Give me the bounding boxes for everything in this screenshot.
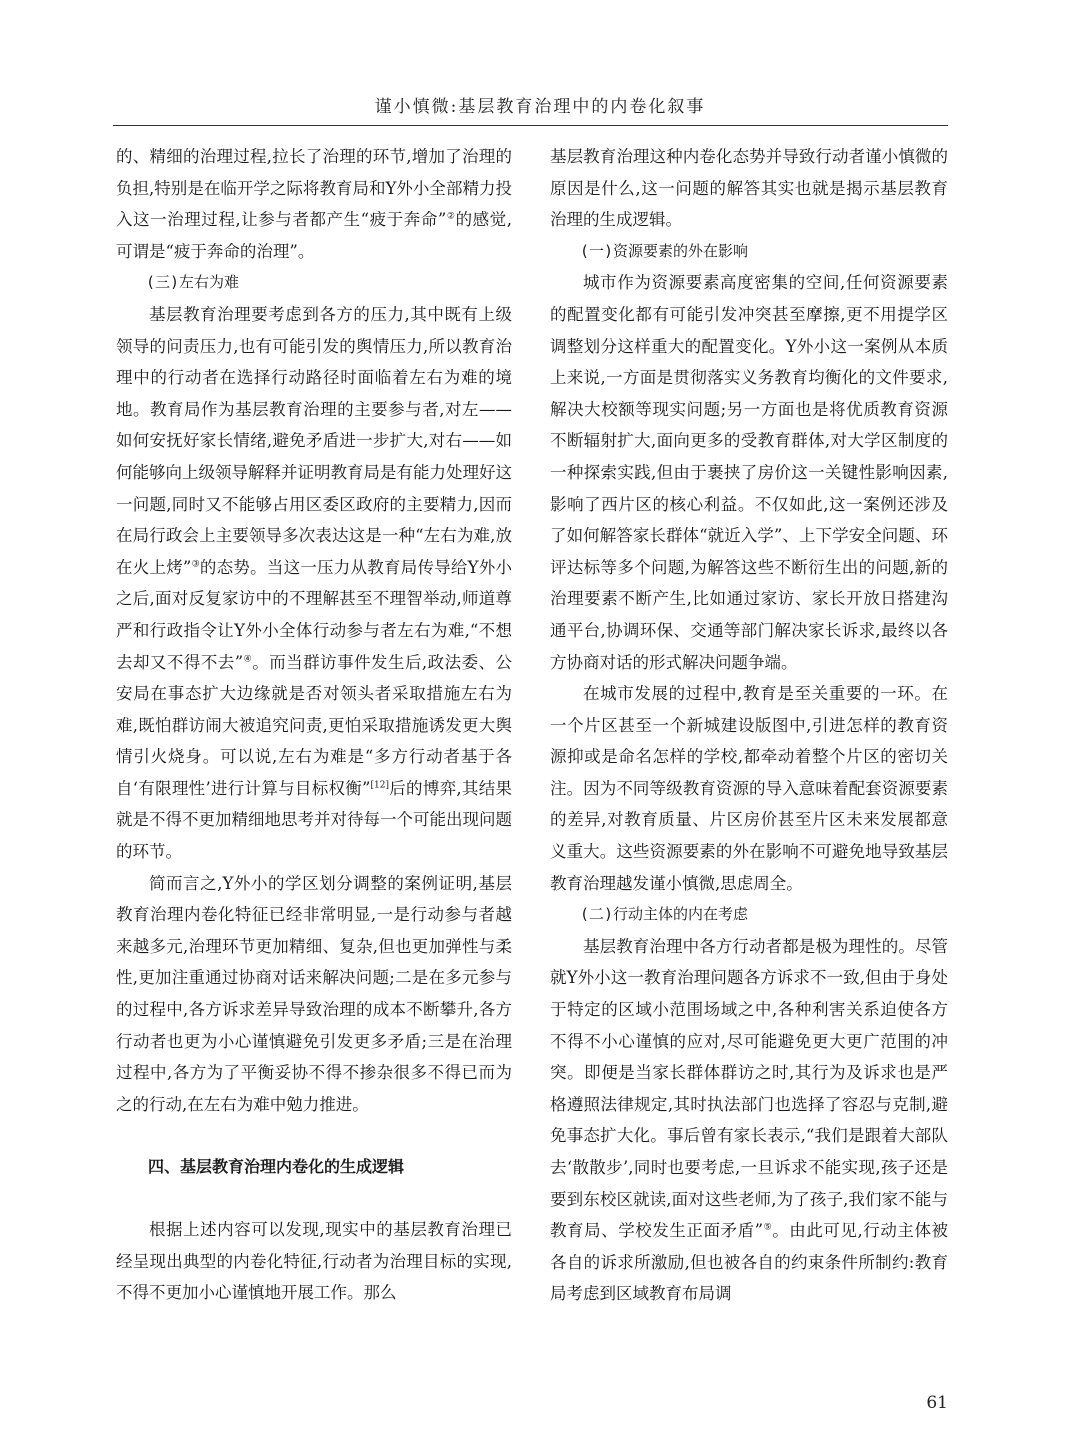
citation-marker: [12] xyxy=(370,780,389,791)
footnote-marker: ⑤ xyxy=(763,1222,773,1233)
left-paragraph-3: 简而言之,Y外小的学区划分调整的案例证明,基层教育治理内卷化特征已经非常明显,一是行动参与者越来越多元,治理环节更加精细、复杂,但也更加弹性与柔性,更加注重通过协商对话来解决问题;二是在多元参与的过程中,各方诉求差异导致治理的成本不断攀升,各方行动者也更为小心谨慎避免引发更多矛盾;三是在治理过程中,各方为了平衡妥协不得不掺杂很多不得已而为之的行动,在左右为难中勉力推进。 xyxy=(116,873,512,1114)
footnote-marker: ④ xyxy=(243,654,253,664)
subsection-heading-1: (一)资源要素的外在影响 xyxy=(580,241,749,260)
right-paragraph-3: 在城市发展的过程中,教育是至关重要的一环。在一个片区甚至一个新城建设版图中,引进怎样的教育资源抑或是命名怎样的学校,都牵动着整个片区的密切关注。因为不同等级教育资源的导入意味着配套资源要素的差异,对教育质量、片区房价甚至片区未来发展都意义重大。这些资源要素的外在影响不可避免地导致基层教育治理越发谨小慎微,思虑周全。 xyxy=(550,684,948,893)
subsection-heading-3: (三)左右为难 xyxy=(146,273,240,292)
left-column xyxy=(116,141,512,1309)
left-paragraph-1: 的、精细的治理过程,拉长了治理的环节,增加了治理的负担,特别是在临开学之际将教育局和Y外小全部精力投入这一治理过程,让参与者都产生“疲于奔命”②的感觉,可谓是“疲于奔命的治理”。 xyxy=(116,147,512,261)
right-column xyxy=(550,141,948,1310)
left-paragraph-2: 基层教育治理要考虑到各方的压力,其中既有上级领导的问责压力,也有可能引发的舆情压力,所以教育治理中的行动者在选择行动路径时面临着左右为难的境地。教育局作为基层教育治理的主要参与者,对左——如何安抚好家长情绪,避免矛盾进一步扩大,对右——如何能够向上级领导解释并证明教育局是有能力处理好这一问题,同时又不能够占用区委区政府的主要精力,因而在局行政会上主要领导多次表达这是一种“左右为难,放在火上烤”③的态势。当这一压力从教育局传导给Y外小之后,面对反复家访中的不理解甚至不理智举动,师道尊严和行政指令让Y外小全体行动参与者左右为难,“不想去却又不得不去”④。而当群访事件发生后,政法委、公安局在事态扩大边缘就是否对领头者采取措施左右为难,既怕群访闹大被追究问责,更怕采取措施诱发更大舆情引火烧身。可以说,左右为难是“多方行动者基于各自‘有限理性’进行计算与目标权衡”[12]后的博弈,其结果就是不得不更加精细地思考并对待每一个可能出现问题的环节。 xyxy=(116,304,513,862)
footnote-marker: ③ xyxy=(191,559,200,570)
right-paragraph-4: 基层教育治理中各方行动者都是极为理性的。尽管就Y外小这一教育治理问题各方诉求不一致,但由于身处于特定的区域小范围场域之中,各种利害关系迫使各方不得不小心谨慎的应对,尽可能避免更大更广范围的冲突。即便是当家长群体群访之时,其行为及诉求也是严格遵照法律规定,其时执法部门也选择了容忍与克制,避免事态扩大化。事后曾有家长表示,“我们是跟着大部队去‘散散步’,同时也要考虑,一旦诉求不能实现,孩子还是要到东校区就读,面对这些老师,为了孩子,我们家不能与教育局、学校发生正面矛盾”⑤。由此可见,行动主体被各自的诉求所激励,但也被各自的约束条件所制约:教育局考虑到区域教育布局调 xyxy=(550,936,948,1304)
right-paragraph-1: 基层教育治理这种内卷化态势并导致行动者谨小慎微的原因是什么,这一问题的解答其实也就是揭示基层教育治理的生成逻辑。 xyxy=(550,147,948,230)
section-heading-4: 四、基层教育治理内卷化的生成逻辑 xyxy=(148,1157,405,1177)
right-paragraph-2: 城市作为资源要素高度密集的空间,任何资源要素的配置变化都有可能引发冲突甚至摩擦,更不用提学区调整划分这样重大的配置变化。Y外小这一案例从本质上来说,一方面是贯彻落实义务教育均衡化的文件要求,解决大校额等现实问题;另一方面也是将优质教育资源不断辐射扩大,面向更多的受教育群体,对大学区制度的一种探索实践,但由于裹挟了房价这一关键性影响因素,影响了西片区的核心利益。不仅如此,这一案例还涉及了如何解答家长群体“就近入学”、上下学安全问题、环评达标等多个问题,为解答这些不断衍生出的问题,新的治理要素不断产生,比如通过家访、家长开放日搭建沟通平台,协调环保、交通等部门解决家长诉求,最终以各方协商对话的形式解决问题争端。 xyxy=(550,273,948,672)
page-number: 61 xyxy=(926,1393,948,1413)
left-paragraph-4: 根据上述内容可以发现,现实中的基层教育治理已经呈现出典型的内卷化特征,行动者为治理目标的实现,不得不更加小心谨慎地开展工作。那么 xyxy=(116,1220,512,1303)
footnote-marker: ② xyxy=(446,211,456,222)
subsection-heading-2: (二)行动主体的内在考虑 xyxy=(580,905,749,924)
header-rule xyxy=(113,125,948,126)
running-title: 谨小慎微:基层教育治理中的内卷化叙事 xyxy=(374,97,706,117)
